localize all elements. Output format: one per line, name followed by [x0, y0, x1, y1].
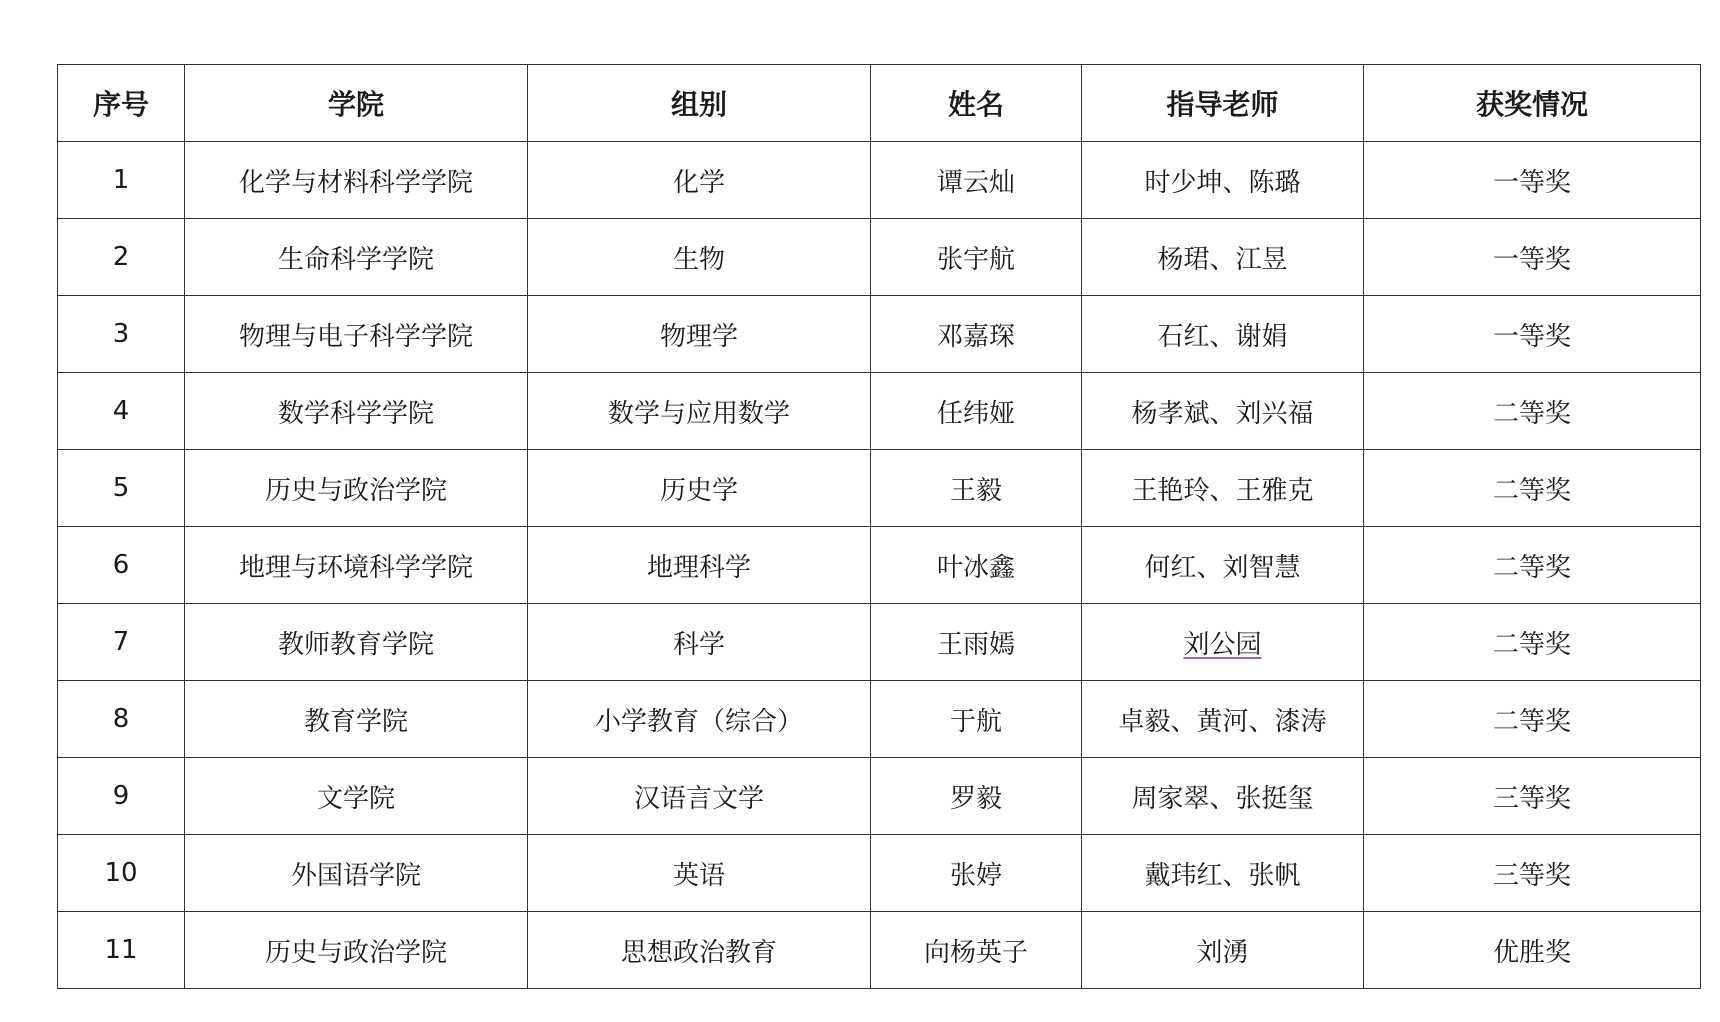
cell-award: 二等奖 [1364, 373, 1701, 450]
cell-seq: 3 [58, 296, 185, 373]
cell-group: 地理科学 [528, 527, 871, 604]
cell-college: 物理与电子科学学院 [185, 296, 528, 373]
cell-advisor: 何红、刘智慧 [1082, 527, 1364, 604]
cell-seq: 2 [58, 219, 185, 296]
cell-award: 二等奖 [1364, 604, 1701, 681]
cell-award: 一等奖 [1364, 219, 1701, 296]
cell-college: 数学科学学院 [185, 373, 528, 450]
cell-name: 王毅 [871, 450, 1082, 527]
cell-award: 三等奖 [1364, 758, 1701, 835]
header-row [58, 65, 1701, 142]
cell-college: 化学与材料科学学院 [185, 142, 528, 219]
cell-name: 于航 [871, 681, 1082, 758]
cell-seq: 9 [58, 758, 185, 835]
cell-name: 张婷 [871, 835, 1082, 912]
table-row [58, 142, 1701, 219]
cell-group: 思想政治教育 [528, 912, 871, 989]
cell-seq: 6 [58, 527, 185, 604]
cell-group: 科学 [528, 604, 871, 681]
cell-name: 叶冰鑫 [871, 527, 1082, 604]
cell-college: 教师教育学院 [185, 604, 528, 681]
cell-group: 生物 [528, 219, 871, 296]
cell-advisor [1082, 604, 1364, 681]
cell-award: 优胜奖 [1364, 912, 1701, 989]
cell-college: 教育学院 [185, 681, 528, 758]
cell-award: 三等奖 [1364, 835, 1701, 912]
table-row [58, 296, 1701, 373]
header-group: 组别 [528, 65, 871, 142]
cell-seq: 4 [58, 373, 185, 450]
cell-seq: 10 [58, 835, 185, 912]
table-row [58, 758, 1701, 835]
cell-advisor: 石红、谢娟 [1082, 296, 1364, 373]
table-header [58, 65, 1701, 142]
cell-award: 二等奖 [1364, 527, 1701, 604]
cell-advisor: 卓毅、黄河、漆涛 [1082, 681, 1364, 758]
cell-group: 小学教育（综合） [528, 681, 871, 758]
cell-advisor: 杨孝斌、刘兴福 [1082, 373, 1364, 450]
cell-name: 罗毅 [871, 758, 1082, 835]
cell-seq: 1 [58, 142, 185, 219]
header-award: 获奖情况 [1364, 65, 1701, 142]
cell-group: 历史学 [528, 450, 871, 527]
cell-name: 谭云灿 [871, 142, 1082, 219]
cell-name: 王雨嫣 [871, 604, 1082, 681]
cell-group: 汉语言文学 [528, 758, 871, 835]
table-row [58, 373, 1701, 450]
cell-advisor: 王艳玲、王雅克 [1082, 450, 1364, 527]
award-table [57, 64, 1701, 989]
cell-college: 外国语学院 [185, 835, 528, 912]
cell-college: 历史与政治学院 [185, 912, 528, 989]
cell-advisor: 戴玮红、张帆 [1082, 835, 1364, 912]
table-row [58, 527, 1701, 604]
table-row [58, 681, 1701, 758]
cell-group: 物理学 [528, 296, 871, 373]
cell-award: 一等奖 [1364, 142, 1701, 219]
cell-advisor: 刘湧 [1082, 912, 1364, 989]
cell-seq: 5 [58, 450, 185, 527]
cell-name: 任纬娅 [871, 373, 1082, 450]
cell-college: 文学院 [185, 758, 528, 835]
table-body [58, 142, 1701, 989]
cell-advisor: 周家翠、张挺玺 [1082, 758, 1364, 835]
table-row [58, 219, 1701, 296]
cell-group: 英语 [528, 835, 871, 912]
header-college: 学院 [185, 65, 528, 142]
cell-award: 一等奖 [1364, 296, 1701, 373]
cell-seq: 8 [58, 681, 185, 758]
table-row [58, 450, 1701, 527]
cell-award: 二等奖 [1364, 681, 1701, 758]
table-row [58, 835, 1701, 912]
cell-group: 数学与应用数学 [528, 373, 871, 450]
cell-seq: 7 [58, 604, 185, 681]
cell-college: 生命科学学院 [185, 219, 528, 296]
cell-name: 向杨英子 [871, 912, 1082, 989]
cell-name: 张宇航 [871, 219, 1082, 296]
cell-advisor: 杨珺、江昱 [1082, 219, 1364, 296]
cell-award: 二等奖 [1364, 450, 1701, 527]
header-seq: 序号 [58, 65, 185, 142]
header-name: 姓名 [871, 65, 1082, 142]
table-row [58, 912, 1701, 989]
cell-college: 地理与环境科学学院 [185, 527, 528, 604]
cell-group: 化学 [528, 142, 871, 219]
cell-advisor: 时少坤、陈璐 [1082, 142, 1364, 219]
cell-college: 历史与政治学院 [185, 450, 528, 527]
cell-advisor-text: 刘公园 [1183, 629, 1262, 660]
header-advisor: 指导老师 [1082, 65, 1364, 142]
table-row [58, 604, 1701, 681]
cell-name: 邓嘉琛 [871, 296, 1082, 373]
cell-seq: 11 [58, 912, 185, 989]
